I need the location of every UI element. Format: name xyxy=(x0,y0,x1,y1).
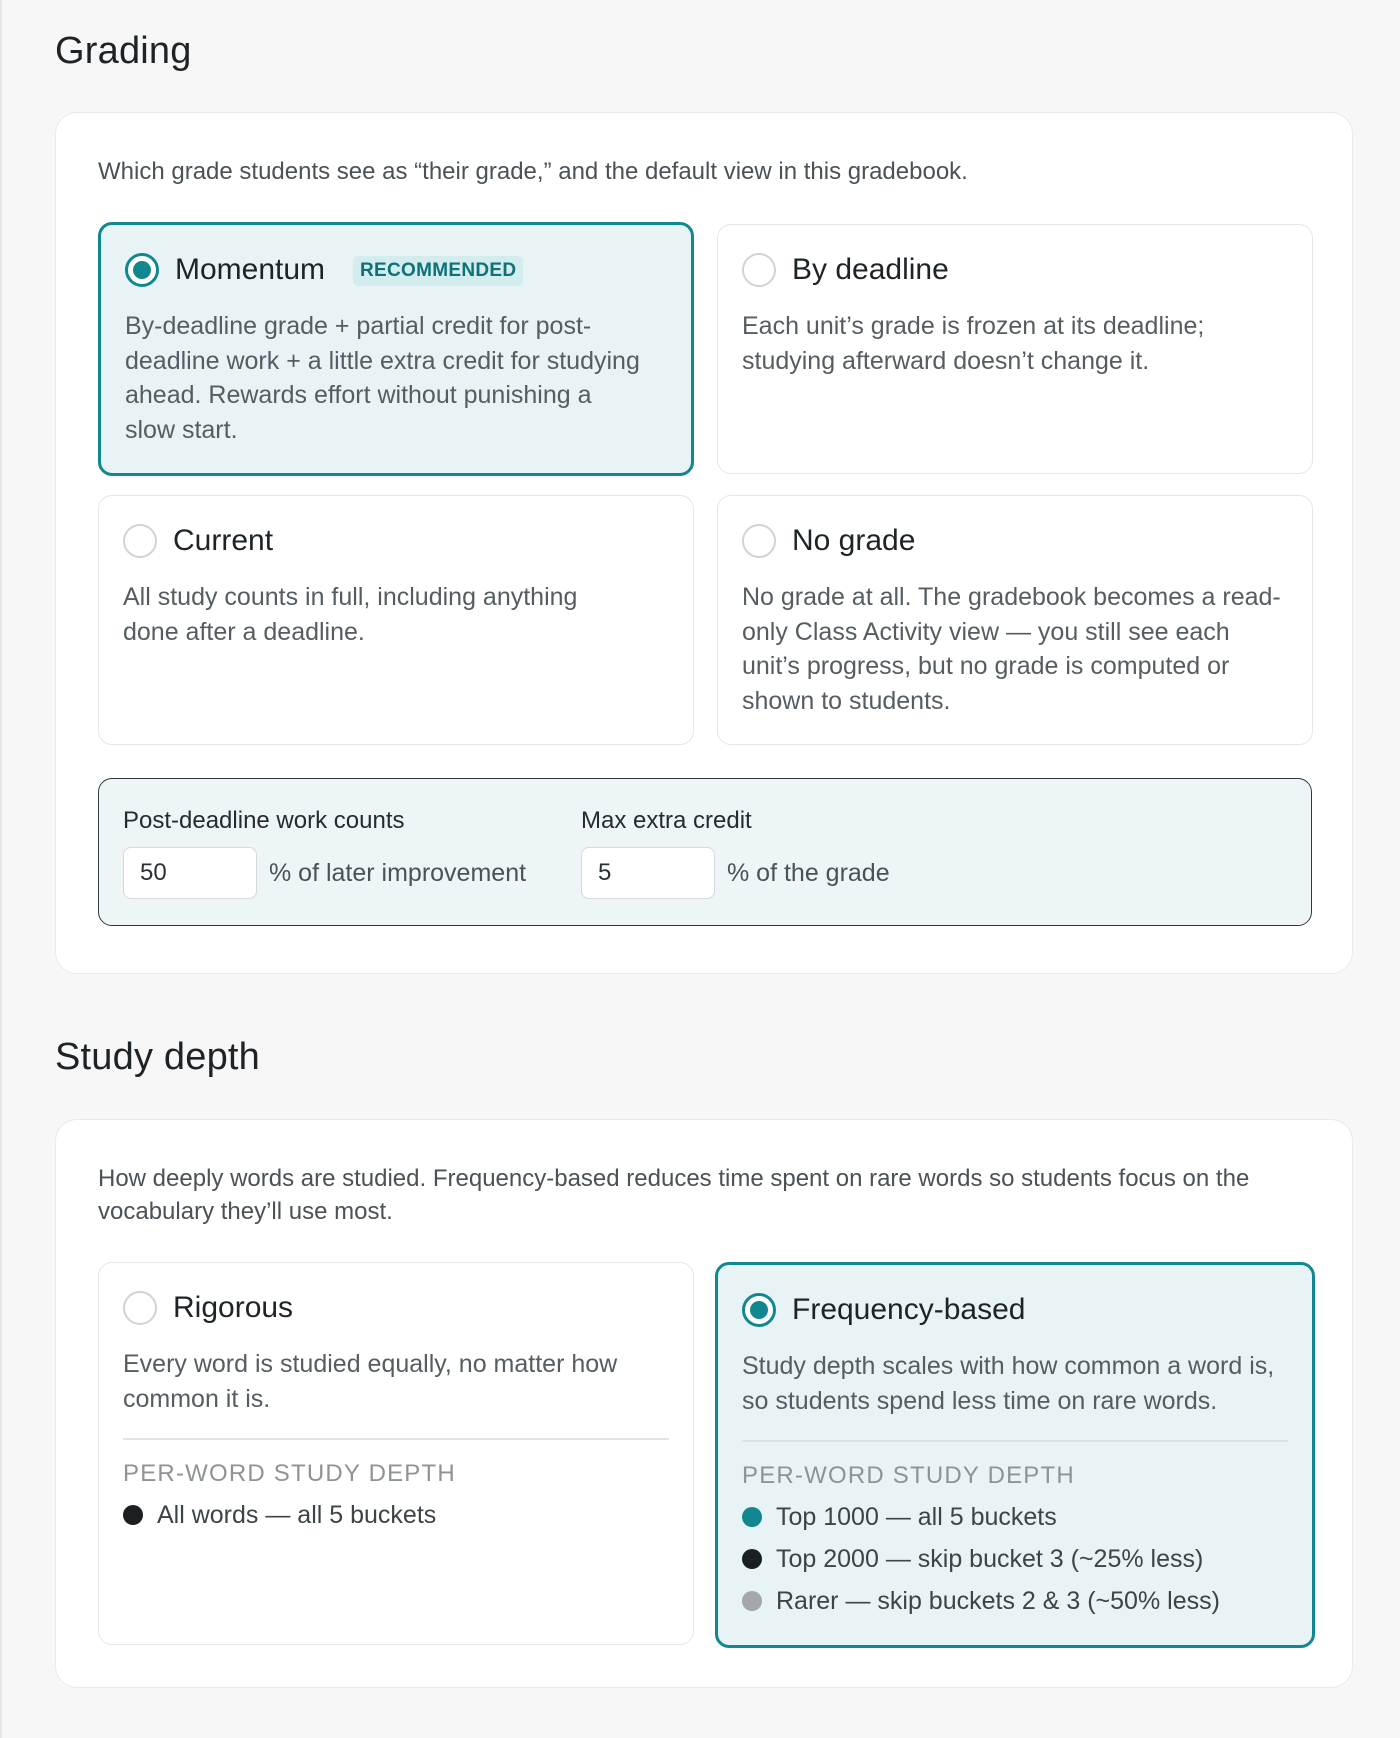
depth-item xyxy=(742,1501,1057,1533)
frequency-based-radio[interactable] xyxy=(742,1293,776,1327)
grading-description: Which grade students see as “their grade,” and the default view in this gradebook. xyxy=(98,158,968,185)
by-deadline-radio[interactable] xyxy=(742,253,776,287)
depth-item-text: Rarer — skip buckets 2 & 3 (~50% less) xyxy=(776,1587,1220,1615)
current-title: Current xyxy=(173,524,274,557)
depth-item-text: Top 1000 — all 5 buckets xyxy=(776,1503,1057,1531)
depth-item-text: All words — all 5 buckets xyxy=(157,1501,437,1529)
grading-option-momentum[interactable] xyxy=(98,222,694,476)
depth-option-frequency-based[interactable] xyxy=(715,1262,1315,1648)
depth-item xyxy=(742,1543,1203,1575)
rigorous-divider xyxy=(123,1438,669,1440)
frequency-based-title: Frequency-based xyxy=(792,1293,1026,1326)
by-deadline-title: By deadline xyxy=(792,253,949,286)
grading-section-title: Grading xyxy=(55,30,192,72)
momentum-title: Momentum xyxy=(175,253,326,286)
study-depth-description: How deeply words are studied. Frequency-based reduces time spent on rare words so students focus on the vocabulary they’ll use most. xyxy=(98,1165,1250,1225)
rigorous-title: Rigorous xyxy=(173,1291,294,1324)
recommended-badge: RECOMMENDED xyxy=(353,256,523,286)
extra-credit-input[interactable] xyxy=(581,847,715,899)
frequency-based-description: Study depth scales with how common a word is, so students spend less time on rare words. xyxy=(742,1352,1275,1415)
post-deadline-suffix: % of later improvement xyxy=(269,859,527,887)
grading-option-by-deadline[interactable] xyxy=(717,224,1313,474)
depth-option-rigorous[interactable] xyxy=(98,1262,694,1645)
extra-credit-label: Max extra credit xyxy=(581,807,752,834)
current-radio[interactable] xyxy=(123,524,157,558)
post-deadline-label: Post-deadline work counts xyxy=(123,807,405,834)
rigorous-radio[interactable] xyxy=(123,1291,157,1325)
grading-panel xyxy=(55,112,1353,974)
grading-option-no-grade[interactable] xyxy=(717,495,1313,745)
momentum-parameters xyxy=(98,778,1312,926)
depth-item xyxy=(742,1585,1220,1617)
bullet-dot-icon xyxy=(742,1549,762,1569)
no-grade-radio[interactable] xyxy=(742,524,776,558)
bullet-dot-icon xyxy=(123,1505,143,1525)
no-grade-description: No grade at all. The gradebook becomes a read-only Class Activity view — you still see each unit’s progress, but no grade is computed or shown to students. xyxy=(742,583,1281,715)
momentum-radio[interactable] xyxy=(125,253,159,287)
momentum-description: By-deadline grade + partial credit for post-deadline work + a little extra credit for studying ahead. Rewards effort without punishing a slow start. xyxy=(125,312,640,444)
frequency-divider xyxy=(742,1440,1288,1442)
bullet-dot-icon xyxy=(742,1591,762,1611)
post-deadline-input[interactable] xyxy=(123,847,257,899)
grading-option-current[interactable] xyxy=(98,495,694,745)
depth-item xyxy=(123,1499,436,1531)
frequency-depth-label: PER-WORD STUDY DEPTH xyxy=(742,1462,1075,1489)
study-depth-panel xyxy=(55,1119,1353,1688)
no-grade-title: No grade xyxy=(792,524,916,557)
depth-item-text: Top 2000 — skip bucket 3 (~25% less) xyxy=(776,1545,1204,1573)
rigorous-depth-label: PER-WORD STUDY DEPTH xyxy=(123,1460,456,1487)
by-deadline-description: Each unit’s grade is frozen at its deadline; studying afterward doesn’t change it. xyxy=(742,312,1205,375)
current-description: All study counts in full, including anything done after a deadline. xyxy=(123,583,578,646)
bullet-dot-icon xyxy=(742,1507,762,1527)
study-depth-section-title: Study depth xyxy=(55,1036,261,1078)
extra-credit-suffix: % of the grade xyxy=(727,859,890,887)
rigorous-description: Every word is studied equally, no matter how common it is. xyxy=(123,1350,618,1413)
